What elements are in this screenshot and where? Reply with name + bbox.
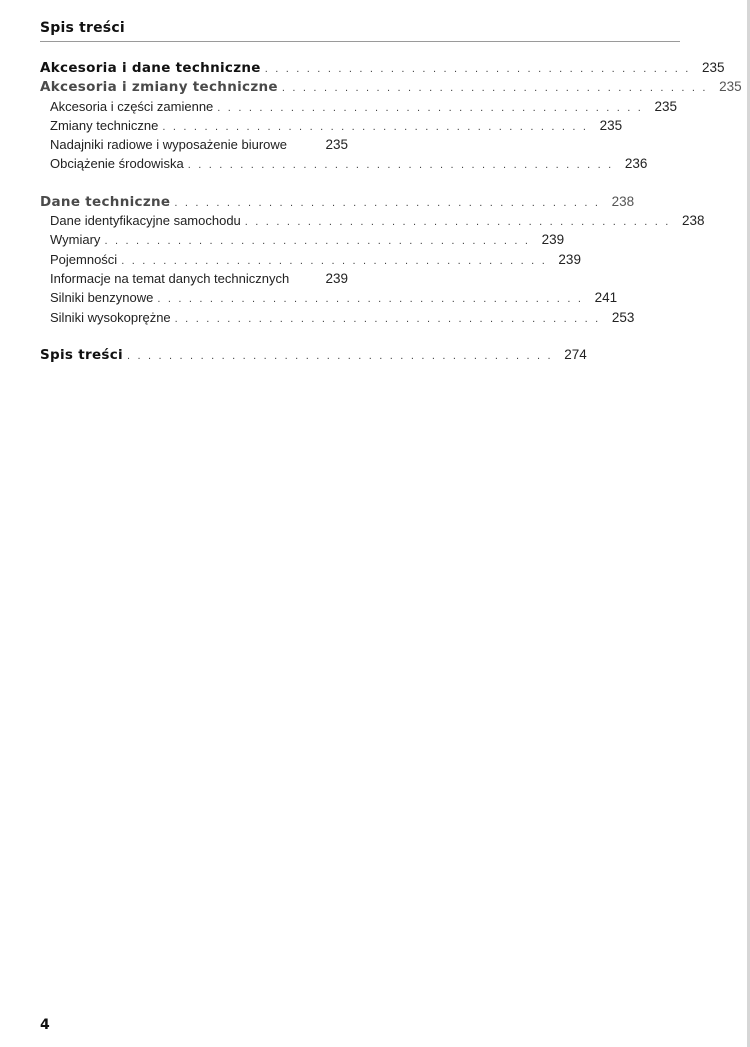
toc-entry[interactable] — [40, 290, 618, 309]
toc-entry[interactable] — [40, 232, 565, 251]
toc-entry-page: 236 — [624, 156, 648, 172]
toc-leader: . . . . . . . . . . . . . . . . . . . . . . . . . . . . . . . . . . . . . . . . . — [121, 254, 547, 267]
toc-leader: . . . . . . . . . . . . . . . . . . . . . . . . . . . . . . . . . . . . . . . . . — [264, 63, 691, 75]
toc-leader: . . . . . . . . . . . . . . . . . . . . . . . . . . . . . . . . . . . . . . . . . — [126, 349, 553, 362]
toc-leader: . . . . . . . . . . . . . . . . . . . . . . . . . . . . . . . . . . . . . . . . . — [187, 159, 614, 172]
toc-entry[interactable] — [40, 271, 348, 290]
toc-leader: . . . . . . . . . . . . . . . . . . . . . . . . . . . . . . . . . . . . . . . . . — [174, 196, 601, 209]
toc-entry-label: Akcesoria i części zamienne — [50, 98, 214, 114]
toc-entry-page: 235 — [654, 98, 678, 114]
header-title: Spis treści — [40, 20, 125, 36]
toc-entry-page: 235 — [719, 79, 742, 95]
toc-entry-page: 238 — [611, 193, 635, 209]
toc-entry[interactable] — [40, 309, 635, 329]
toc-entry-page: 235 — [701, 60, 725, 75]
toc-entry-label: Informacje na temat danych technicznych — [50, 270, 290, 286]
toc-entry-label: Akcesoria i dane techniczne — [40, 60, 261, 76]
toc-entry-page: 241 — [594, 290, 618, 306]
toc-entry-page: 235 — [325, 137, 348, 153]
toc-entry-page: 239 — [541, 232, 565, 248]
toc-leader: . . . . . . . . . . . . . . . . . . . . . . . . . . . . . . . . . . . . . . . . . — [104, 235, 531, 248]
toc-entry-label: Nadajniki radiowe i wyposażenie biurowe — [50, 137, 288, 153]
toc-entry-page: 238 — [682, 213, 705, 229]
toc-entry[interactable] — [40, 213, 705, 232]
toc-leader: . . . . . . . . . . . . . . . . . . . . . . . . . . . . . . . . . . . . . . . . . — [281, 82, 708, 95]
toc-leader: . . . . . . . . . . . . . . . . . . . . . . . . . . . . . . . . . . . . . . . . . — [244, 216, 671, 229]
page-number: 4 — [40, 1017, 50, 1033]
toc-entry[interactable] — [40, 117, 623, 137]
toc-leader: . . . . . . . . . . . . . . . . . . . . . . . . . . . . . . . . . . . . . . . . . — [157, 293, 584, 306]
toc-entry[interactable] — [40, 79, 742, 98]
page-header — [40, 18, 680, 42]
toc-entry-label: Dane techniczne — [40, 193, 171, 210]
toc-entry-label: Pojemności — [50, 251, 118, 267]
toc-entry[interactable] — [40, 156, 648, 175]
section-gap — [40, 176, 348, 194]
toc-leader: . . . . . . . . . . . . . . . . . . . . . . . . . . . . . . . . . . . . . . . . . — [162, 120, 589, 133]
toc-entry[interactable] — [40, 346, 587, 366]
toc-entry[interactable] — [40, 251, 581, 271]
toc-entry-page: 239 — [325, 270, 348, 286]
toc-entry-label: Zmiany techniczne — [50, 117, 159, 133]
toc-entry-page: 239 — [558, 251, 581, 267]
toc-entry[interactable] — [40, 98, 678, 118]
toc-entry-label: Spis treści — [40, 346, 123, 363]
toc-entry[interactable] — [40, 60, 725, 79]
toc-leader: . . . . . . . . . . . . . . . . . . . . . . . . . . . . . . . . . . . . . . . . . — [174, 312, 601, 325]
toc-entry-label: Dane identyfikacyjne samochodu — [50, 213, 241, 229]
toc-entry-label: Wymiary — [50, 232, 101, 248]
toc-entry-label: Silniki benzynowe — [50, 290, 154, 306]
toc-entry-page: 253 — [611, 309, 635, 325]
toc-entry-page: 274 — [564, 346, 587, 362]
toc-entry[interactable] — [40, 137, 348, 156]
table-of-contents — [40, 60, 742, 366]
toc-entry-label: Akcesoria i zmiany techniczne — [40, 79, 278, 96]
section-gap — [40, 329, 348, 347]
toc-entry-label: Obciążenie środowiska — [50, 156, 184, 172]
toc-leader: . . . . . . . . . . . . . . . . . . . . . . . . . . . . . . . . . . . . . . . . . — [217, 101, 644, 114]
toc-entry-page: 235 — [599, 117, 623, 133]
toc-entry[interactable] — [40, 193, 635, 213]
toc-entry-label: Silniki wysokoprężne — [50, 309, 171, 325]
